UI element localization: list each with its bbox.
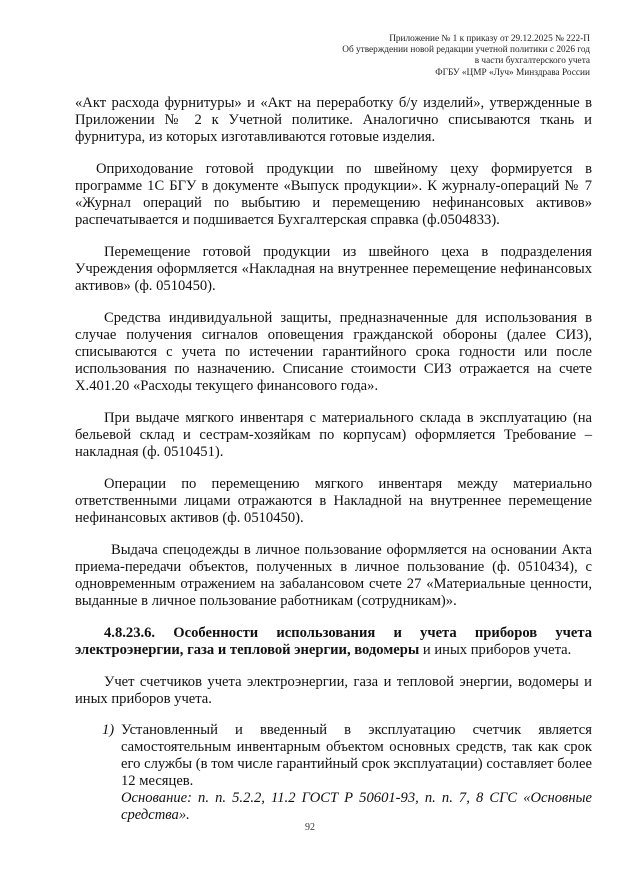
page-number: 92 xyxy=(305,822,315,833)
header-line: Приложение № 1 к приказу от 29.12.2025 № 222-П xyxy=(389,34,590,44)
section-intro: Учет счетчиков учета электроэнергии, газа и тепловой энергии, водомеры и иных приборов учета. xyxy=(75,674,592,707)
paragraph: При выдаче мягкого инвентаря с материального склада в эксплуатацию (на бельевой склад и сестрам-хозяйкам по корпусам) оформляется Требование – накладная (ф. 0510451). xyxy=(75,410,592,460)
header-line: Об утверждении новой редакции учетной политики с 2026 год xyxy=(342,45,590,56)
paragraph: Операции по перемещению мягкого инвентаря между материально ответственными лицами отражаются в Накладной на внутреннее перемещение нефинансовых активов (ф. 0510450). xyxy=(75,476,592,526)
paragraph: Средства индивидуальной защиты, предназначенные для использования в случае получения сигналов оповещения гражданской обороны (далее СИЗ), списываются с учета по истечении гарантийного срока годности или после использования по назначению. Списание стоимости СИЗ отражается на счете Х.401.20 «Расходы текущего финансового года». xyxy=(75,310,592,394)
paragraph: Выдача спецодежды в личное пользование оформляется на основании Акта приема-передачи объектов, полученных в личное пользование (ф. 0510434), с одновременным отражением на забалансовом счете 27 «Материальные ценности, выданные в личное пользование работникам (сотрудникам)». xyxy=(75,542,592,609)
section-title-rest: и иных приборов учета. xyxy=(419,642,572,658)
list-number: 1) xyxy=(102,722,115,738)
section-heading xyxy=(75,625,592,659)
document-header xyxy=(342,34,590,79)
section-title: Особенности использования и учета приборов учета электроэнергии, газа и тепловой энергии, водомеры xyxy=(75,625,592,658)
paragraph: «Акт расхода фурнитуры» и «Акт на переработку б/у изделий», утвержденные в Приложении № 2 к Учетной политике. Аналогично списываются ткань и фурнитура, из которых изготавливаются готовые изделия. xyxy=(75,95,592,145)
header-line: ФГБУ «ЦМР «Луч» Минздрава России xyxy=(435,67,590,78)
header-line: в части бухгалтерского учета xyxy=(474,56,590,67)
paragraph: Перемещение готовой продукции из швейного цеха в подразделения Учреждения оформляется «Накладная на внутреннее перемещение нефинансовых активов» (ф. 0510450). xyxy=(75,244,592,294)
list-text: Установленный и введенный в эксплуатацию счетчик является самостоятельным инвентарным объектом основных средств, так как срок его службы (в том числе гарантийный срок эксплуатации) составляет более 12 месяцев. xyxy=(121,722,592,789)
section-number: 4.8.23.6. xyxy=(104,625,156,641)
list-item xyxy=(75,722,592,824)
paragraph: Оприходование готовой продукции по швейному цеху формируется в программе 1С БГУ в документе «Выпуск продукции». К журналу-операций № 7 «Журнал операций по выбытию и перемещению нефинансовых активов» распечатывается и подшивается Бухгалтерская справка (ф.0504833). xyxy=(75,161,592,228)
list-basis: Основание: п. п. 5.2.2, 11.2 ГОСТ Р 50601-93, п. п. 7, 8 СГС «Основные средства». xyxy=(121,790,592,823)
document-body xyxy=(75,95,592,824)
